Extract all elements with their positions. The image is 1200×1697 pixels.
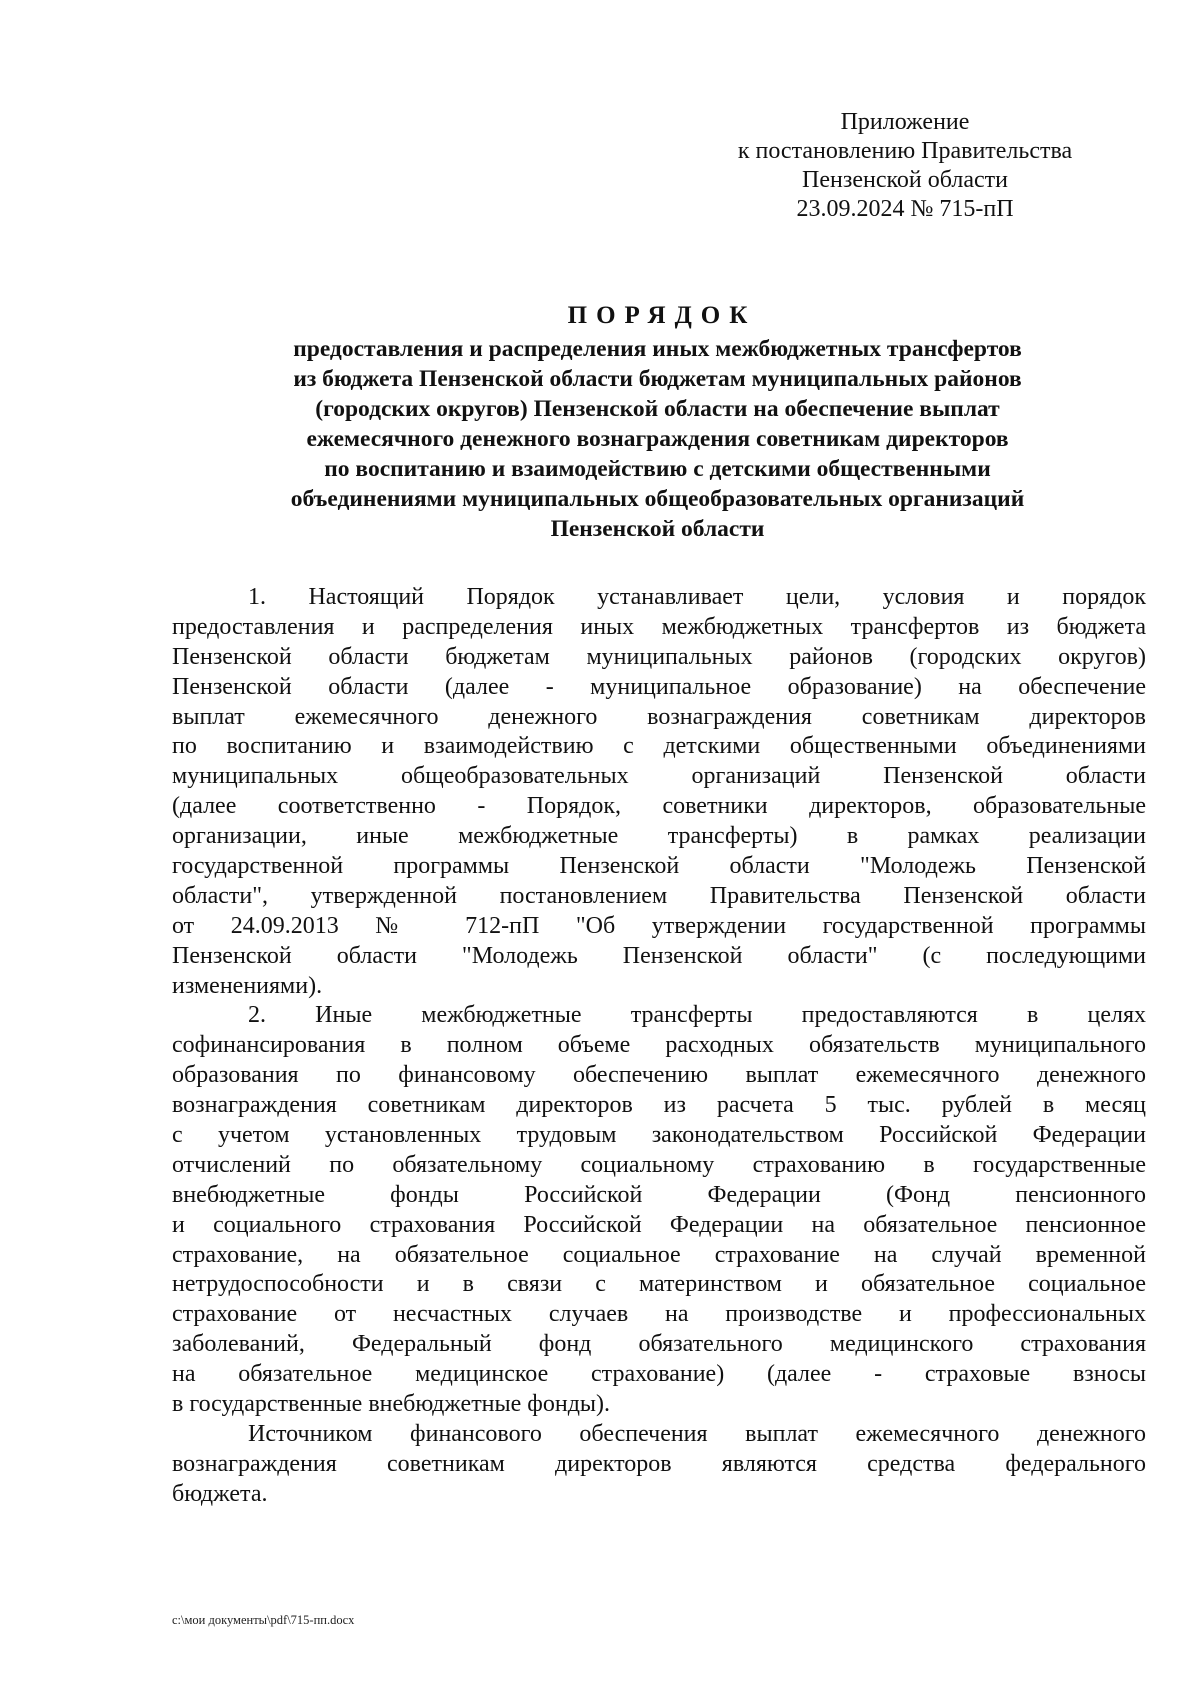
text-line: по воспитанию и взаимодействию с детскими общественными объединениями <box>172 733 1146 760</box>
paragraph-1 <box>172 583 1146 1001</box>
title-line: (городских округов) Пензенской области на обеспечение выплат <box>315 396 1000 422</box>
text-line: (далее соответственно - Порядок, советники директоров, образовательные <box>172 793 1146 820</box>
text-line: Источником финансового обеспечения выплат ежемесячного денежного <box>248 1420 1146 1447</box>
title-line: из бюджета Пензенской области бюджетам муниципальных районов <box>293 366 1022 392</box>
text-line: страхование от несчастных случаев на производстве и профессиональных <box>172 1301 1146 1328</box>
approval-line: Приложение <box>840 109 970 135</box>
text-line: страхование, на обязательное социальное страхование на случай временной <box>172 1241 1146 1268</box>
text-line: с учетом установленных трудовым законодательством Российской Федерации <box>172 1122 1146 1149</box>
text-line: в государственные внебюджетные фонды). <box>172 1391 611 1418</box>
text-line: образования по финансовому обеспечению выплат ежемесячного денежного <box>172 1062 1146 1089</box>
text-line: нетрудоспособности и в связи с материнством и обязательное социальное <box>172 1271 1146 1298</box>
text-line: и социального страхования Российской Федерации на обязательное пенсионное <box>172 1211 1146 1238</box>
text-line: предоставления и распределения иных межбюджетных трансфертов из бюджета <box>172 613 1146 640</box>
text-line: муниципальных общеобразовательных организаций Пензенской области <box>172 763 1146 790</box>
text-line: Пензенской области "Молодежь Пензенской области" (с последующими <box>172 942 1146 969</box>
text-line: Пензенской области (далее - муниципальное образование) на обеспечение <box>172 673 1146 700</box>
text-line: бюджета. <box>172 1480 268 1507</box>
approval-line: Пензенской области <box>802 167 1008 193</box>
approval-line: к постановлению Правительства <box>737 138 1073 164</box>
file-path-footer: c:\мои документы\pdf\715-пп.docx <box>172 1613 355 1627</box>
text-line: софинансирования в полном объеме расходных обязательств муниципального <box>172 1032 1146 1059</box>
title-line: ежемесячного денежного вознаграждения советникам директоров <box>306 426 1009 452</box>
document-title <box>170 300 1145 544</box>
text-line: государственной программы Пензенской области "Молодежь Пензенской <box>172 853 1146 880</box>
title-line: Пензенской области <box>550 516 765 542</box>
text-line: изменениями). <box>172 972 323 999</box>
text-line: 2. Иные межбюджетные трансферты предоставляются в целях <box>248 1002 1146 1029</box>
text-line: вознаграждения советникам директоров являются средства федерального <box>172 1450 1146 1477</box>
text-line: выплат ежемесячного денежного вознаграждения советникам директоров <box>172 703 1146 730</box>
title-line: предоставления и распределения иных межбюджетных трансфертов <box>293 336 1022 362</box>
text-line: 1. Настоящий Порядок устанавливает цели, условия и порядок <box>248 584 1146 610</box>
text-line: Пензенской области бюджетам муниципальных районов (городских округов) <box>172 643 1146 670</box>
text-line: отчислений по обязательному социальному страхованию в государственные <box>172 1151 1146 1178</box>
title-main: ПОРЯДОК <box>567 302 757 329</box>
text-line: от 24.09.2013 № 712-пП "Об утверждении государственной программы <box>172 912 1146 939</box>
text-line: заболеваний, Федеральный фонд обязательного медицинского страхования <box>172 1331 1146 1358</box>
approval-stamp <box>690 108 1120 224</box>
text-line: организации, иные межбюджетные трансферты) в рамках реализации <box>172 823 1146 850</box>
document-body <box>172 583 1146 1510</box>
text-line: области", утвержденной постановлением Правительства Пензенской области <box>172 882 1146 909</box>
title-subtitle <box>170 334 1145 544</box>
text-line: на обязательное медицинское страхование) (далее - страховые взносы <box>172 1361 1146 1388</box>
text-line: вознаграждения советникам директоров из расчета 5 тыс. рублей в месяц <box>172 1092 1146 1119</box>
title-line: объединениями муниципальных общеобразовательных организаций <box>290 486 1025 512</box>
paragraph-2 <box>172 1001 1146 1419</box>
approval-date-number: 23.09.2024 № 715-пП <box>796 196 1014 222</box>
title-line: по воспитанию и взаимодействию с детскими общественными <box>324 456 991 482</box>
text-line: внебюджетные фонды Российской Федерации (Фонд пенсионного <box>172 1181 1146 1208</box>
paragraph-3 <box>172 1420 1146 1510</box>
